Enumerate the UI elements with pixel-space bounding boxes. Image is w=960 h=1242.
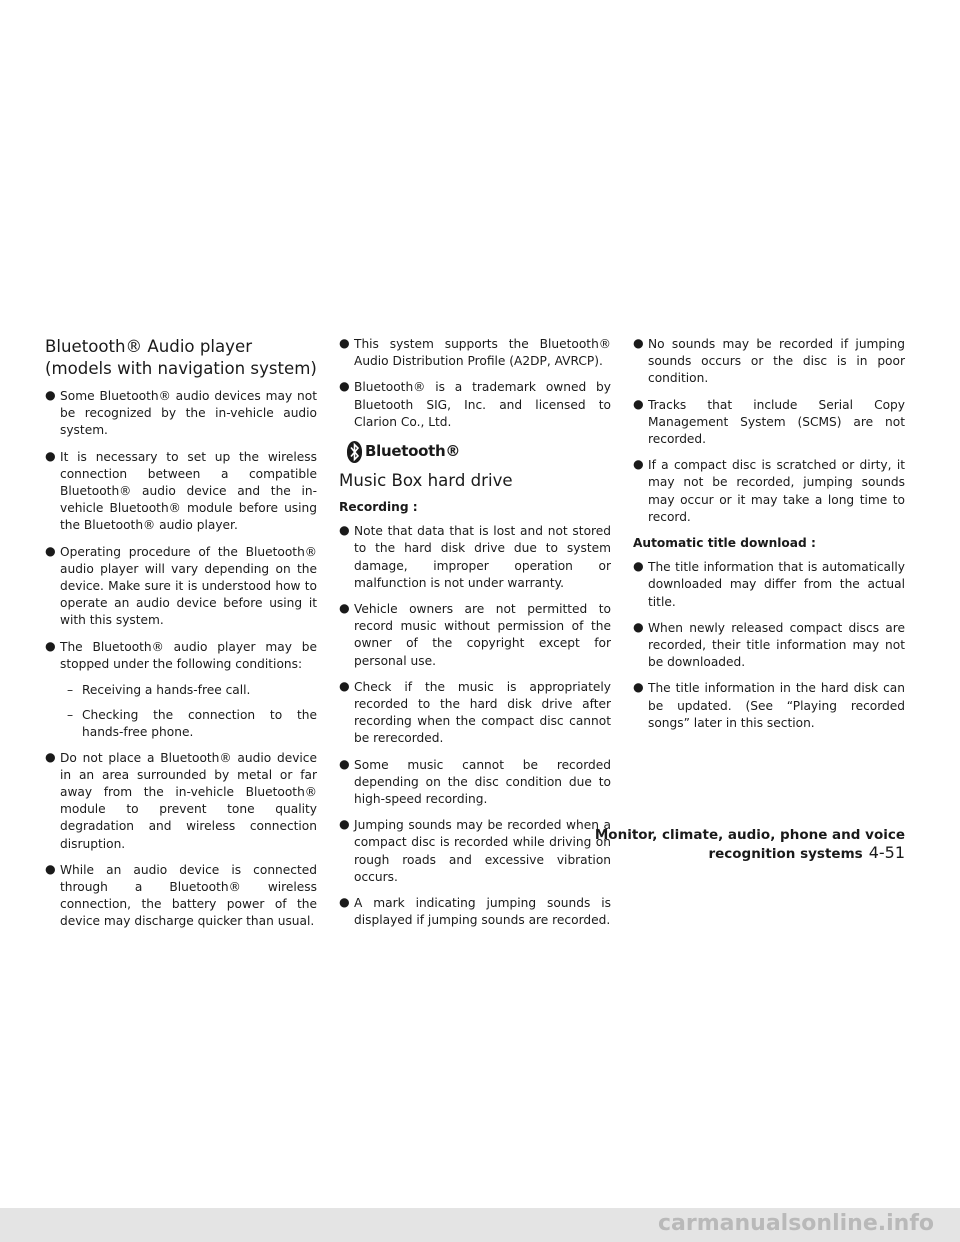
- bullet-icon: ●: [339, 336, 350, 350]
- column-3: [633, 336, 905, 741]
- list-item: ● This system supports the Bluetooth® Audio Distribution Profile (A2DP, AVRCP).: [339, 336, 611, 369]
- list-item: ● It is necessary to set up the wireless connection between a compatible Bluetooth® audio device and the in-vehicle Bluetooth® module before using the Bluetooth® audio player.: [45, 448, 317, 533]
- list-item: ● Some music cannot be recorded depending on the disc condition due to high-speed recording.: [339, 756, 611, 807]
- bullet-icon: ●: [45, 543, 56, 558]
- footer-section-title: Monitor, climate, audio, phone and voice recognition systems: [594, 827, 905, 862]
- list-item: ● If a compact disc is scratched or dirty, it may not be recorded, jumping sounds may occur or it may take a long time to record.: [633, 457, 905, 524]
- bullet-icon: ●: [339, 895, 350, 910]
- list-item: ● The title information that is automatically downloaded may differ from the actual title.: [633, 559, 905, 609]
- dash-icon: –: [67, 708, 74, 723]
- list-item: ● Jumping sounds may be recorded when a compact disc is recorded while driving on rough roads and excessive vibration occurs.: [339, 817, 611, 884]
- watermark-text: carmanualsonline.info: [658, 1211, 934, 1236]
- subheading-automatic-title-download: Automatic title download :: [633, 536, 816, 551]
- bullet-icon: ●: [633, 396, 644, 411]
- bluetooth-logo: [347, 440, 611, 464]
- section-heading-bluetooth-audio: Bluetooth® Audio player (models with navigation system): [45, 337, 317, 378]
- sub-list-item: – Receiving a hands-free call.: [45, 682, 317, 699]
- bullet-icon: ●: [45, 388, 56, 402]
- list-item: ● A mark indicating jumping sounds is displayed if jumping sounds are recorded.: [339, 895, 611, 928]
- bullet-icon: ●: [45, 638, 56, 653]
- page-number: 4-51: [868, 843, 905, 862]
- bullet-icon: ●: [633, 457, 644, 472]
- bullet-icon: ●: [633, 559, 644, 574]
- bluetooth-logo-text: Bluetooth®: [365, 442, 461, 461]
- section-heading-music-box: Music Box hard drive: [339, 471, 513, 491]
- list-item: ● Bluetooth® is a trademark owned by Bluetooth SIG, Inc. and licensed to Clarion Co., Ltd.: [339, 379, 611, 429]
- bullet-icon: ●: [45, 749, 56, 764]
- bullet-icon: ●: [45, 861, 56, 876]
- bullet-icon: ●: [633, 680, 644, 695]
- list-item: ● Do not place a Bluetooth® audio device in an area surrounded by metal or far away from the in-vehicle Bluetooth® module to prevent tone quality degradation and wireless connection disruption.: [45, 749, 317, 851]
- list-item: ● Note that data that is lost and not stored to the hard disk drive due to system damage, improper operation or malfunction is not under warranty.: [339, 523, 611, 590]
- bullet-icon: ●: [633, 336, 644, 350]
- bullet-icon: ●: [45, 448, 56, 463]
- dash-icon: –: [67, 683, 74, 698]
- bullet-icon: ●: [339, 601, 350, 616]
- list-item: ● No sounds may be recorded if jumping sounds occurs or the disc is in poor condition.: [633, 336, 905, 386]
- list-item: ● Vehicle owners are not permitted to record music without permission of the owner of the copyright except for personal use.: [339, 601, 611, 668]
- list-item: ● Operating procedure of the Bluetooth® audio player will vary depending on the device. Make sure it is understood how to operate an audio device before using it with this system.: [45, 543, 317, 628]
- list-item: ● The title information in the hard disk can be updated. (See “Playing recorded songs” later in this section.: [633, 680, 905, 730]
- bullet-icon: ●: [339, 756, 350, 771]
- bullet-icon: ●: [339, 523, 350, 538]
- subheading-recording: Recording :: [339, 500, 418, 515]
- page-footer: [540, 827, 905, 862]
- list-item: ● When newly released compact discs are recorded, their title information may not be downloaded.: [633, 619, 905, 670]
- bullet-icon: ●: [339, 817, 350, 832]
- bluetooth-rune-icon: [347, 441, 362, 463]
- bullet-icon: ●: [633, 619, 644, 634]
- bullet-icon: ●: [339, 678, 350, 693]
- column-1: [45, 336, 317, 940]
- list-item: ● Tracks that include Serial Copy Management System (SCMS) are not recorded.: [633, 396, 905, 447]
- list-item: ● Some Bluetooth® audio devices may not be recognized by the in-vehicle audio system.: [45, 388, 317, 438]
- sub-list-item: – Checking the connection to the hands-free phone.: [67, 708, 317, 740]
- list-item: ● While an audio device is connected through a Bluetooth® wireless connection, the battery power of the device may discharge quicker than usual.: [45, 861, 317, 929]
- list-item: ● Check if the music is appropriately recorded to the hard disk drive after recording when the compact disc cannot be rerecorded.: [339, 678, 611, 746]
- bullet-icon: ●: [339, 379, 350, 394]
- watermark-bar: [0, 1208, 960, 1242]
- list-item: ● The Bluetooth® audio player may be stopped under the following conditions:: [45, 638, 317, 671]
